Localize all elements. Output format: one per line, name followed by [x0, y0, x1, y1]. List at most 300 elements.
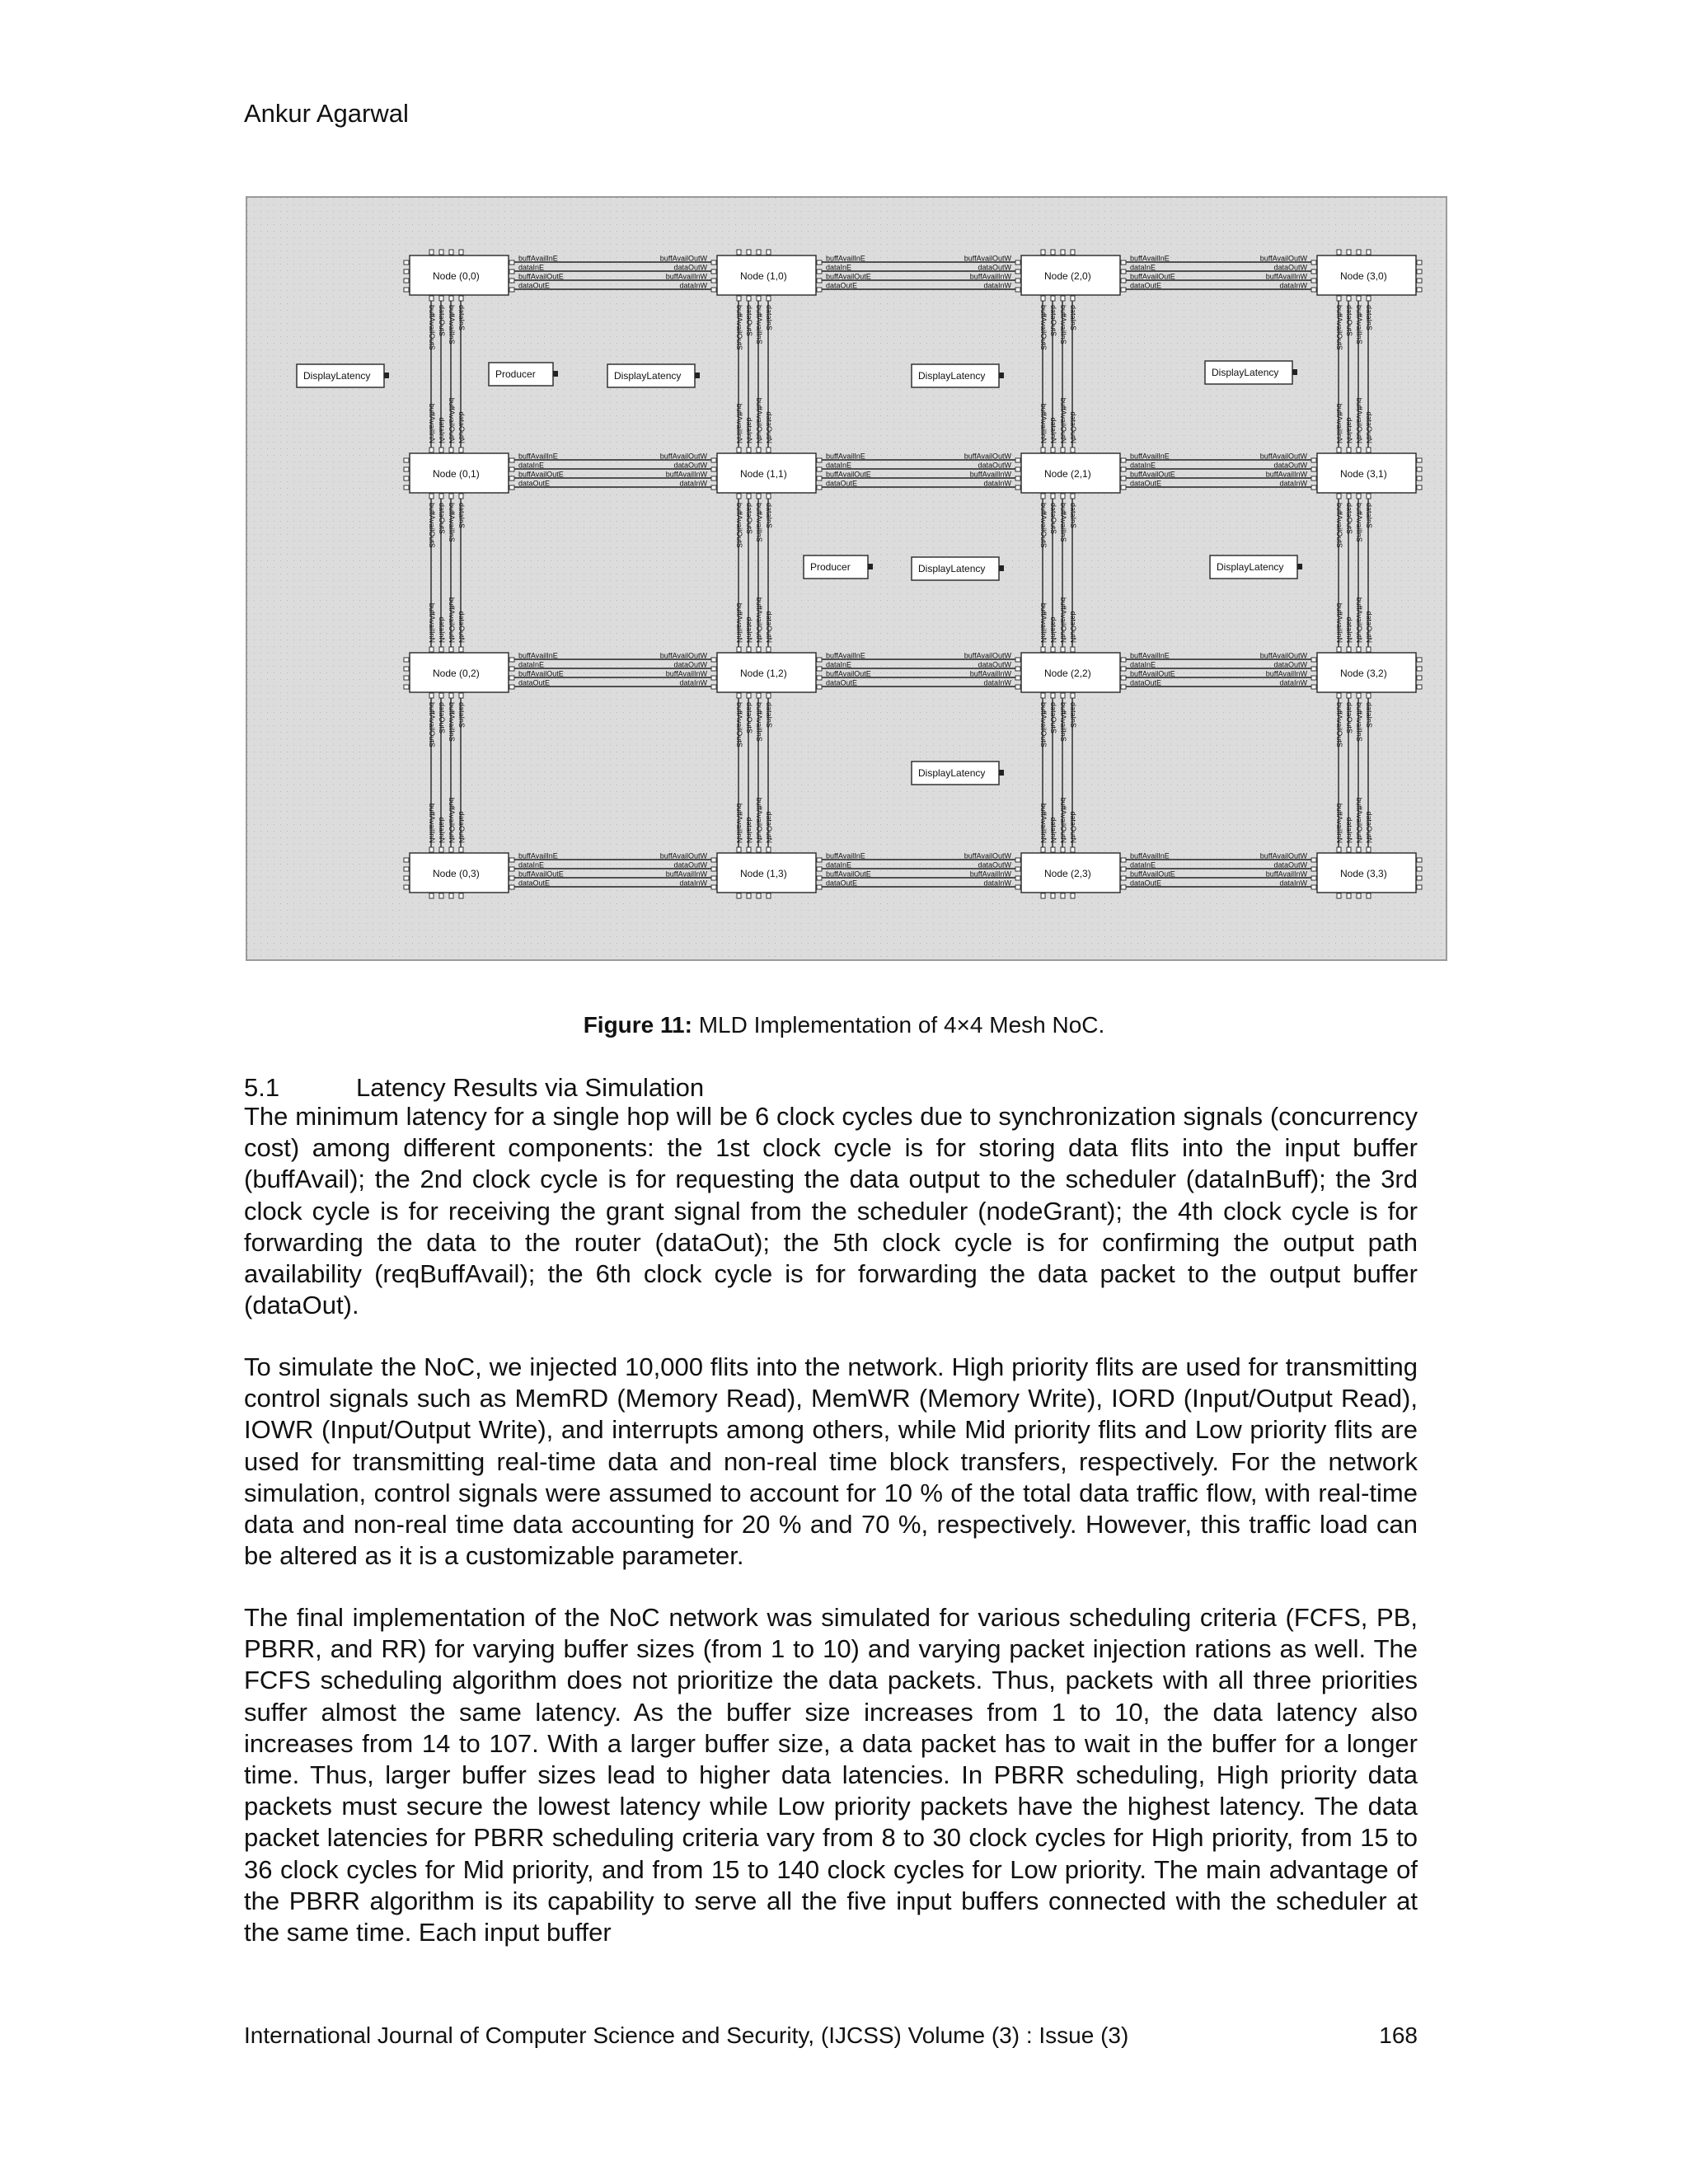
- port-label: buffAvailInW: [665, 869, 707, 879]
- port-pin: [817, 685, 822, 689]
- port-pin: [1121, 876, 1126, 880]
- port-pin: [449, 893, 453, 898]
- port-label: buffAvailInE: [518, 254, 558, 263]
- port-pin: [1357, 893, 1361, 898]
- port-label: dataInS: [1365, 305, 1373, 331]
- port-pin: [737, 893, 741, 898]
- port-pin: [1015, 279, 1020, 283]
- port-pin: [1041, 296, 1045, 301]
- port-pin: [509, 288, 514, 292]
- page-number: 168: [1379, 2022, 1418, 2048]
- port-label: dataInW: [679, 281, 707, 290]
- port-pin: [1061, 250, 1065, 255]
- display-latency-label: DisplayLatency: [1212, 367, 1279, 378]
- port-pin: [449, 296, 453, 301]
- port-label: dataInW: [1279, 479, 1307, 488]
- node-label: Node (0,2): [433, 668, 480, 679]
- port-pin: [509, 885, 514, 889]
- port-label: dataOutW: [673, 461, 707, 470]
- port-label: buffAvailOutS: [1335, 305, 1343, 350]
- node-label: Node (0,3): [433, 868, 480, 879]
- port-label: buffAvailOutN: [448, 597, 456, 643]
- port-label: dataInW: [1279, 678, 1307, 687]
- port-pin: [1417, 269, 1422, 274]
- port-pin: [1061, 647, 1065, 652]
- port-pin: [1071, 893, 1075, 898]
- port-pin: [1311, 667, 1316, 671]
- port-label: dataOutE: [1130, 879, 1162, 888]
- port-label: buffAvailInE: [1130, 254, 1170, 263]
- port-pin: [1015, 685, 1020, 689]
- port-pin: [1311, 676, 1316, 680]
- port-label: dataOutE: [518, 281, 551, 290]
- port-pin: [509, 876, 514, 880]
- port-pin: [404, 667, 409, 671]
- port-pin: [1357, 494, 1361, 499]
- port-label: buffAvailInE: [518, 651, 558, 660]
- port-label: buffAvailOutW: [659, 254, 707, 263]
- port-pin: [711, 260, 716, 265]
- port-pin: [459, 893, 463, 898]
- port-pin: [1311, 269, 1316, 274]
- port-label: dataInS: [1069, 702, 1077, 729]
- port-pin: [1015, 467, 1020, 471]
- port-pin: [737, 296, 741, 301]
- port-label: buffAvailOutS: [428, 503, 436, 548]
- port-pin: [429, 647, 434, 652]
- node-label: Node (2,0): [1044, 270, 1091, 282]
- port-pin: [449, 494, 453, 499]
- port-label: dataInW: [983, 281, 1011, 290]
- port-pin: [767, 647, 771, 652]
- port-label: buffAvailOutE: [826, 470, 871, 479]
- port-pin: [509, 667, 514, 671]
- port-label: dataInN: [1345, 817, 1353, 843]
- port-pin: [817, 876, 822, 880]
- port-pin: [1311, 467, 1316, 471]
- port-pin: [509, 485, 514, 490]
- node-label: Node (1,3): [740, 868, 787, 879]
- port-label: buffAvailInW: [969, 869, 1011, 879]
- port-pin: [1051, 893, 1055, 898]
- port-pin: [1337, 250, 1341, 255]
- port-pin: [1311, 279, 1316, 283]
- port-pin: [1311, 658, 1316, 662]
- port-label: dataInN: [438, 417, 446, 443]
- port-pin: [1061, 296, 1065, 301]
- port-pin: [747, 647, 751, 652]
- port-pin: [1041, 893, 1045, 898]
- port-pin: [404, 288, 409, 292]
- port-pin: [1051, 647, 1055, 652]
- port-pin: [1061, 448, 1065, 452]
- port-label: buffAvailOutE: [518, 869, 564, 879]
- port-label: dataInS: [1069, 503, 1077, 529]
- port-label: buffAvailInS: [448, 305, 456, 344]
- port-label: dataInE: [1130, 263, 1156, 272]
- port-pin: [1015, 858, 1020, 862]
- port-pin: [459, 250, 463, 255]
- node-label: Node (0,1): [433, 468, 480, 480]
- port-label: buffAvailInE: [1130, 851, 1170, 860]
- port-pin: [1417, 288, 1422, 292]
- port-pin: [747, 693, 751, 698]
- port-pin: [459, 647, 463, 652]
- port-pin: [817, 485, 822, 490]
- port-pin: [1417, 685, 1422, 689]
- port-pin: [449, 448, 453, 452]
- body-paragraph: The final implementation of the NoC network was simulated for various scheduling criteria (FCFS, PB, PBRR, and RR) for varying buffer sizes (from 1 to 10) and varying packet injection rations as well. The FCFS scheduling algorithm does not prioritize the data packets. Thus, packets with all three priorities suffer almost the same latency. As the buffer size increases from 1 to 10, the data latency also increases from 14 to 107. With a larger buffer size, a data packet has to wait in the buffer for a longer time. Thus, larger buffer sizes lead to higher data latencies. In PBRR scheduling, High priority data packets must secure the lowest latency while Low priority packets have the highest latency. The data packet latencies for PBRR scheduling criteria vary from 8 to 30 clock cycles for High priority, from 15 to 36 clock cycles for Mid priority, and from 15 to 140 clock cycles for Low priority. The main advantage of the PBRR algorithm is its capability to serve all the five input buffers connected with the scheduler at the same time. Each input buffer: [244, 1603, 1418, 1947]
- port-pin: [1311, 685, 1316, 689]
- port-label: dataInW: [1279, 879, 1307, 888]
- port-pin: [509, 867, 514, 871]
- port-label: buffAvailInN: [1335, 602, 1343, 643]
- port-pin: [1367, 448, 1371, 452]
- block-port: [999, 373, 1004, 378]
- port-pin: [449, 250, 453, 255]
- figure-noc-diagram: [246, 196, 1447, 961]
- node-label: Node (2,2): [1044, 668, 1091, 679]
- port-pin: [449, 647, 453, 652]
- port-pin: [1061, 494, 1065, 499]
- port-label: dataOutS: [438, 305, 446, 337]
- port-label: buffAvailInN: [735, 403, 743, 443]
- port-pin: [1311, 260, 1316, 265]
- port-pin: [509, 685, 514, 689]
- port-pin: [1347, 847, 1351, 852]
- port-label: buffAvailOutW: [659, 452, 707, 461]
- port-pin: [429, 494, 434, 499]
- port-pin: [1041, 448, 1045, 452]
- port-label: buffAvailInN: [1335, 803, 1343, 843]
- port-label: dataOutW: [1273, 660, 1307, 669]
- port-label: buffAvailInN: [1039, 403, 1048, 443]
- port-pin: [439, 494, 443, 499]
- port-label: buffAvailInW: [1265, 869, 1307, 879]
- port-label: dataInE: [1130, 660, 1156, 669]
- port-pin: [439, 847, 443, 852]
- port-pin: [439, 647, 443, 652]
- port-label: dataInS: [457, 503, 466, 529]
- port-label: buffAvailOutS: [735, 702, 743, 748]
- port-pin: [737, 250, 741, 255]
- port-pin: [1311, 876, 1316, 880]
- port-pin: [1357, 296, 1361, 301]
- port-pin: [1417, 476, 1422, 480]
- port-label: buffAvailInW: [1265, 669, 1307, 678]
- port-pin: [757, 448, 761, 452]
- port-pin: [757, 296, 761, 301]
- port-pin: [1367, 693, 1371, 698]
- node-label: Node (3,0): [1340, 270, 1387, 282]
- port-pin: [817, 260, 822, 265]
- port-label: dataInW: [983, 879, 1011, 888]
- port-label: buffAvailOutW: [659, 651, 707, 660]
- port-label: buffAvailOutS: [1039, 305, 1048, 350]
- node-label: Node (3,1): [1340, 468, 1387, 480]
- port-pin: [404, 269, 409, 274]
- port-label: buffAvailInN: [428, 403, 436, 443]
- port-label: buffAvailOutN: [755, 797, 763, 843]
- port-label: dataInS: [1069, 305, 1077, 331]
- port-label: dataOutW: [673, 660, 707, 669]
- port-label: buffAvailOutN: [755, 597, 763, 643]
- port-pin: [1367, 296, 1371, 301]
- port-label: buffAvailInE: [826, 651, 865, 660]
- port-pin: [404, 467, 409, 471]
- port-label: buffAvailInN: [1039, 803, 1048, 843]
- port-label: buffAvailInN: [735, 803, 743, 843]
- port-pin: [1015, 676, 1020, 680]
- port-pin: [1051, 296, 1055, 301]
- port-label: buffAvailInS: [1059, 702, 1067, 742]
- port-label: buffAvailOutW: [964, 651, 1011, 660]
- port-pin: [429, 893, 434, 898]
- port-pin: [1071, 693, 1075, 698]
- port-pin: [1121, 676, 1126, 680]
- port-pin: [439, 693, 443, 698]
- port-label: buffAvailOutN: [1059, 597, 1067, 643]
- port-label: buffAvailOutN: [448, 797, 456, 843]
- port-label: dataOutS: [1049, 305, 1057, 337]
- port-pin: [1347, 250, 1351, 255]
- port-pin: [1041, 647, 1045, 652]
- port-label: dataInS: [457, 305, 466, 331]
- port-pin: [1357, 250, 1361, 255]
- port-pin: [459, 448, 463, 452]
- port-pin: [817, 867, 822, 871]
- port-pin: [711, 658, 716, 662]
- port-pin: [404, 260, 409, 265]
- port-pin: [747, 893, 751, 898]
- port-label: buffAvailInW: [969, 669, 1011, 678]
- port-label: dataInS: [765, 503, 773, 529]
- port-label: dataOutW: [673, 263, 707, 272]
- port-label: dataOutW: [978, 461, 1011, 470]
- port-label: buffAvailInE: [1130, 651, 1170, 660]
- port-pin: [404, 867, 409, 871]
- port-label: dataInN: [438, 616, 446, 643]
- port-pin: [1015, 885, 1020, 889]
- port-pin: [737, 693, 741, 698]
- display-latency-label: DisplayLatency: [918, 370, 986, 382]
- port-pin: [1367, 893, 1371, 898]
- port-pin: [1311, 885, 1316, 889]
- port-pin: [711, 876, 716, 880]
- port-pin: [1041, 693, 1045, 698]
- port-pin: [459, 847, 463, 852]
- block-port: [384, 373, 389, 378]
- figure-caption-label: Figure 11:: [583, 1012, 692, 1038]
- port-pin: [1367, 647, 1371, 652]
- port-pin: [1015, 867, 1020, 871]
- port-pin: [404, 279, 409, 283]
- port-label: buffAvailInS: [1355, 503, 1363, 542]
- port-label: dataOutE: [826, 281, 858, 290]
- port-pin: [757, 893, 761, 898]
- port-label: buffAvailOutS: [1039, 702, 1048, 748]
- port-pin: [767, 693, 771, 698]
- port-label: dataInE: [1130, 860, 1156, 869]
- port-label: dataOutN: [457, 611, 466, 643]
- port-pin: [1311, 288, 1316, 292]
- port-pin: [1061, 893, 1065, 898]
- port-label: dataOutS: [1345, 702, 1353, 734]
- node-label: Node (1,1): [740, 468, 787, 480]
- port-label: buffAvailOutN: [448, 397, 456, 443]
- port-label: dataOutW: [978, 660, 1011, 669]
- port-label: buffAvailInW: [665, 470, 707, 479]
- port-label: dataInE: [518, 660, 545, 669]
- figure-caption-text: MLD Implementation of 4×4 Mesh NoC.: [698, 1012, 1105, 1038]
- port-pin: [439, 296, 443, 301]
- port-label: dataOutN: [1365, 611, 1373, 643]
- port-label: dataOutN: [1365, 811, 1373, 843]
- port-pin: [747, 494, 751, 499]
- port-label: buffAvailOutW: [1259, 651, 1307, 660]
- port-pin: [711, 288, 716, 292]
- port-pin: [1071, 296, 1075, 301]
- port-label: dataOutE: [1130, 281, 1162, 290]
- port-label: buffAvailOutS: [1335, 503, 1343, 548]
- port-label: dataInW: [679, 678, 707, 687]
- port-pin: [1311, 476, 1316, 480]
- port-pin: [1367, 250, 1371, 255]
- port-label: dataOutW: [1273, 461, 1307, 470]
- port-pin: [1015, 260, 1020, 265]
- port-label: buffAvailInW: [1265, 272, 1307, 281]
- port-label: buffAvailInN: [735, 602, 743, 643]
- body-paragraph: To simulate the NoC, we injected 10,000 flits into the network. High priority flits are used for transmitting control signals such as MemRD (Memory Read), MemWR (Memory Write), IORD (Input/Output Read), IOWR (Input/Output Write), and interrupts among others, while Mid priority flits and Low priority flits are used for transmitting real-time data and non-real time block transfers, respectively. For the network simulation, control signals were assumed to account for 10 % of the total data traffic flow, with real-time data and non-real time data accounting for 20 % and 70 %, respectively. However, this traffic load can be altered as it is a customizable parameter.: [244, 1352, 1418, 1571]
- port-label: buffAvailOutE: [1130, 470, 1175, 479]
- port-pin: [1015, 458, 1020, 462]
- port-pin: [1347, 693, 1351, 698]
- port-pin: [1041, 494, 1045, 499]
- port-pin: [1015, 269, 1020, 274]
- port-pin: [1121, 858, 1126, 862]
- port-label: dataInE: [1130, 461, 1156, 470]
- port-pin: [404, 485, 409, 490]
- port-label: buffAvailInE: [826, 851, 865, 860]
- port-label: buffAvailOutE: [518, 470, 564, 479]
- port-pin: [1417, 260, 1422, 265]
- port-pin: [1417, 667, 1422, 671]
- port-label: dataInN: [1345, 616, 1353, 643]
- footer-journal: International Journal of Computer Science and Security, (IJCSS) Volume (3) : Issue (3): [244, 2022, 1129, 2048]
- port-label: dataInE: [518, 461, 545, 470]
- port-label: buffAvailInE: [1130, 452, 1170, 461]
- port-pin: [1337, 893, 1341, 898]
- port-pin: [711, 676, 716, 680]
- port-pin: [404, 885, 409, 889]
- port-pin: [737, 494, 741, 499]
- port-pin: [757, 494, 761, 499]
- port-label: buffAvailOutN: [755, 397, 763, 443]
- port-label: dataInE: [518, 263, 545, 272]
- port-label: dataOutS: [745, 702, 753, 734]
- port-label: dataInE: [826, 860, 852, 869]
- port-pin: [1071, 448, 1075, 452]
- port-label: buffAvailOutS: [735, 503, 743, 548]
- port-pin: [767, 250, 771, 255]
- port-pin: [429, 847, 434, 852]
- port-label: dataOutN: [765, 811, 773, 843]
- port-label: buffAvailOutW: [1259, 452, 1307, 461]
- port-pin: [404, 685, 409, 689]
- port-label: buffAvailOutE: [1130, 869, 1175, 879]
- port-pin: [711, 485, 716, 490]
- port-label: buffAvailInS: [755, 503, 763, 542]
- port-pin: [817, 269, 822, 274]
- block-port: [868, 564, 873, 569]
- port-pin: [1417, 485, 1422, 490]
- port-pin: [1121, 279, 1126, 283]
- port-pin: [509, 458, 514, 462]
- port-pin: [439, 893, 443, 898]
- port-pin: [1015, 667, 1020, 671]
- port-label: buffAvailInS: [448, 503, 456, 542]
- port-pin: [817, 288, 822, 292]
- port-label: buffAvailOutS: [428, 305, 436, 350]
- port-pin: [1051, 448, 1055, 452]
- section-heading: [244, 1073, 704, 1103]
- port-pin: [1337, 494, 1341, 499]
- port-pin: [1051, 693, 1055, 698]
- port-label: dataInW: [983, 678, 1011, 687]
- port-pin: [1337, 296, 1341, 301]
- port-label: dataInN: [1049, 817, 1057, 843]
- port-pin: [404, 858, 409, 862]
- node-label: Node (3,2): [1340, 668, 1387, 679]
- port-label: dataInN: [745, 817, 753, 843]
- port-pin: [757, 250, 761, 255]
- port-label: buffAvailInS: [755, 702, 763, 742]
- port-label: dataOutE: [518, 479, 551, 488]
- port-pin: [757, 847, 761, 852]
- port-pin: [439, 448, 443, 452]
- port-pin: [1417, 676, 1422, 680]
- port-pin: [1347, 448, 1351, 452]
- port-pin: [1121, 885, 1126, 889]
- port-pin: [711, 885, 716, 889]
- port-pin: [1121, 667, 1126, 671]
- port-label: dataOutW: [673, 860, 707, 869]
- port-label: buffAvailOutE: [1130, 669, 1175, 678]
- port-label: dataOutE: [518, 879, 551, 888]
- port-pin: [817, 467, 822, 471]
- port-label: dataOutN: [1069, 411, 1077, 443]
- port-label: dataOutE: [826, 678, 858, 687]
- port-label: buffAvailOutW: [964, 254, 1011, 263]
- block-port: [1292, 369, 1297, 375]
- port-pin: [1337, 448, 1341, 452]
- port-pin: [509, 269, 514, 274]
- port-pin: [817, 476, 822, 480]
- port-pin: [509, 260, 514, 265]
- port-pin: [1121, 476, 1126, 480]
- port-label: buffAvailOutE: [518, 272, 564, 281]
- port-pin: [429, 296, 434, 301]
- port-pin: [1121, 269, 1126, 274]
- node-label: Node (3,3): [1340, 868, 1387, 879]
- section-title: Latency Results via Simulation: [356, 1073, 705, 1102]
- port-pin: [1041, 847, 1045, 852]
- port-pin: [817, 885, 822, 889]
- port-label: dataOutS: [1345, 305, 1353, 337]
- port-label: dataOutS: [745, 503, 753, 535]
- port-pin: [404, 476, 409, 480]
- port-label: dataInW: [679, 479, 707, 488]
